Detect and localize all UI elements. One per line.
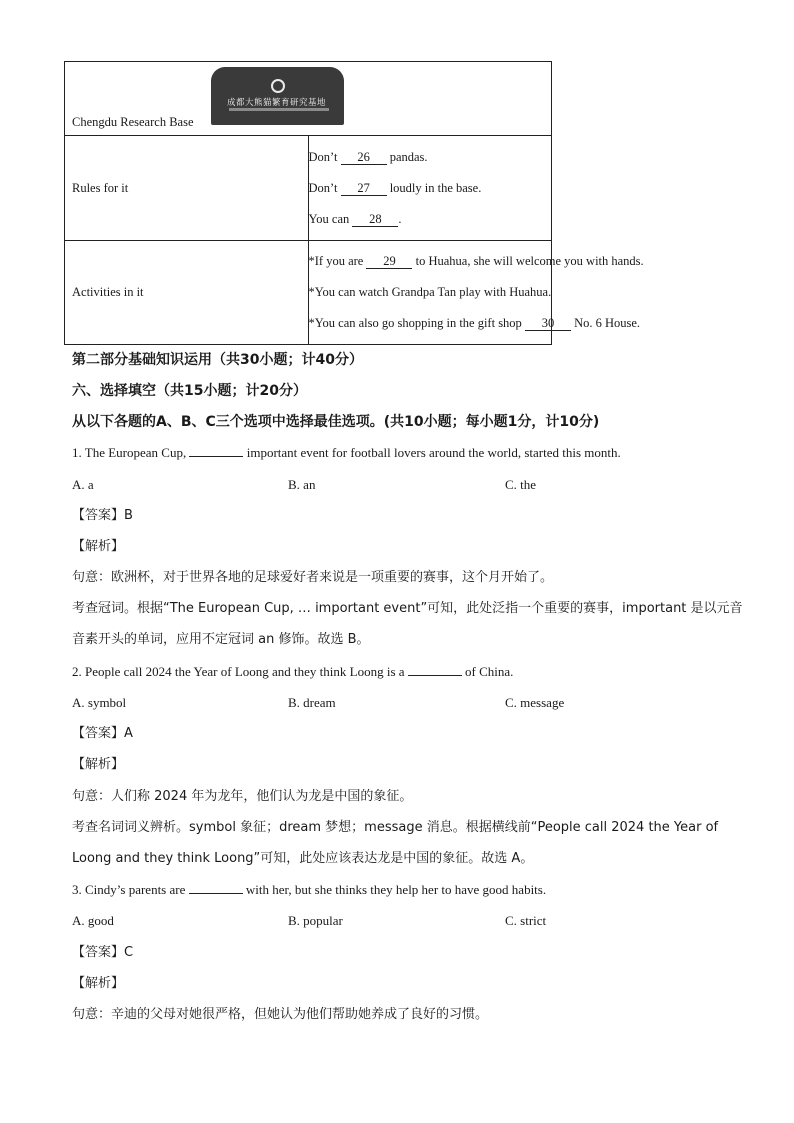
answer-blank: [408, 663, 462, 676]
analysis-line: 考查名词词义辨析。symbol 象征；dream 梦想；message 消息。根据横线前“People call 2024 the Year of: [72, 820, 719, 835]
analysis-line: 句意：辛迪的父母对她很严格，但她认为他们帮助她养成了良好的习惯。: [72, 1007, 489, 1022]
question-3-answer: 【答案】C: [72, 945, 134, 960]
question-1-stem: 1. The European Cup, important event for football lovers around the world, started this month.: [72, 445, 621, 460]
option-b: B. popular: [288, 913, 343, 928]
sign-text: 成都大熊猫繁育研究基地: [227, 98, 327, 108]
option-c: C. message: [505, 695, 565, 710]
question-1-options: [72, 476, 732, 494]
panda-logo-icon: [271, 79, 285, 93]
blank-28: 28: [352, 212, 398, 227]
question-3-analysis-label: 【解析】: [72, 976, 125, 991]
activities-cell: [308, 241, 644, 345]
rules-label: Rules for it: [65, 136, 309, 241]
rule-line: Don’t 27 loudly in the base.: [308, 180, 482, 195]
table-header-text: Chengdu Research Base: [72, 115, 194, 129]
activity-line: *You can also go shopping in the gift shop 30 No. 6 House.: [308, 316, 641, 330]
question-2-options: [72, 694, 732, 712]
part-two-heading: 第二部分基础知识运用（共30小题；计40分）: [72, 352, 363, 368]
question-2-answer: 【答案】A: [72, 726, 133, 741]
question-3-options: [72, 912, 732, 930]
instruction-text: 从以下各题的A、B、C三个选项中选择最佳选项。(共10小题；每小题1分，计10分): [72, 414, 600, 430]
analysis-line: 句意：人们称 2024 年为龙年，他们认为龙是中国的象征。: [72, 789, 413, 804]
analysis-line: 音素开头的单词，应用不定冠词 an 修饰。故选 B。: [72, 632, 370, 647]
option-a: A. symbol: [72, 695, 127, 710]
activities-label: Activities in it: [65, 241, 309, 345]
section-six-heading: 六、选择填空（共15小题；计20分）: [72, 383, 307, 399]
table-header-cell: [65, 62, 552, 136]
activity-line: *You can watch Grandpa Tan play with Huahua.: [308, 285, 552, 299]
blank-26: 26: [341, 150, 387, 165]
activity-line: *If you are 29 to Huahua, she will welcome you with hands.: [308, 254, 644, 268]
blank-29: 29: [366, 254, 412, 269]
answer-blank: [189, 444, 243, 457]
question-1-analysis-label: 【解析】: [72, 539, 125, 554]
option-c: C. strict: [505, 913, 547, 928]
analysis-line: Loong and they think Loong”可知，此处应该表达龙是中国的象征。故选 A。: [72, 851, 534, 866]
question-3-stem: 3. Cindy’s parents are with her, but she thinks they help her to have good habits.: [72, 882, 547, 897]
rule-line: Don’t 26 pandas.: [308, 149, 428, 164]
blank-30: 30: [525, 316, 571, 331]
info-table: [64, 61, 644, 345]
question-1-answer: 【答案】B: [72, 508, 133, 523]
option-b: B. an: [288, 477, 316, 492]
question-2-stem: 2. People call 2024 the Year of Loong and they think Loong is a of China.: [72, 664, 514, 679]
rule-line: You can 28 .: [308, 211, 402, 226]
base-sign-photo: [211, 67, 344, 125]
analysis-line: 考查冠词。根据“The European Cup, … important event”可知，此处泛指一个重要的赛事，important 是以元音: [72, 601, 743, 616]
analysis-line: 句意：欧洲杯，对于世界各地的足球爱好者来说是一项重要的赛事，这个月开始了。: [72, 570, 554, 585]
option-a: A. a: [72, 477, 94, 492]
question-2-analysis-label: 【解析】: [72, 757, 125, 772]
blank-27: 27: [341, 181, 387, 196]
rules-cell: [308, 136, 552, 241]
option-a: A. good: [72, 913, 114, 928]
option-c: C. the: [505, 477, 537, 492]
answer-blank: [189, 881, 243, 894]
option-b: B. dream: [288, 695, 336, 710]
